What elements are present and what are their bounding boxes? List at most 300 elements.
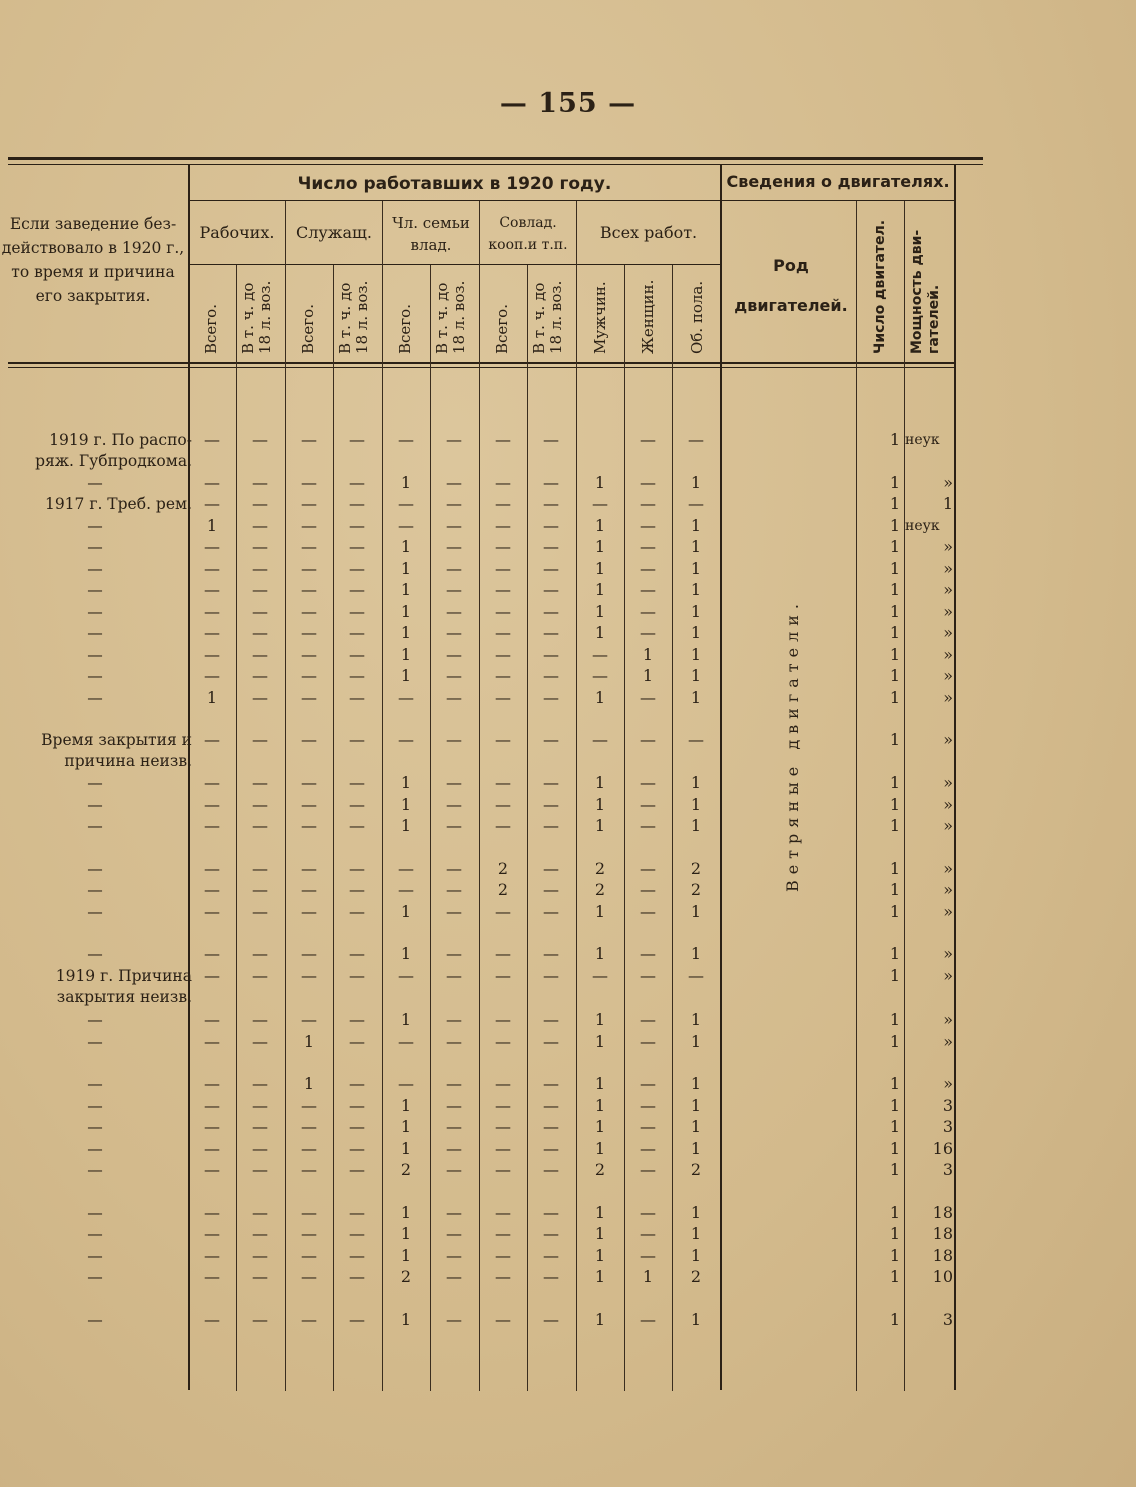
table-cell: — bbox=[252, 602, 268, 621]
table-cell: — bbox=[252, 1203, 268, 1222]
row-note-dash: — bbox=[87, 1075, 103, 1093]
table-cell: — bbox=[640, 537, 656, 556]
header-total-all: Всех работ. bbox=[599, 223, 698, 242]
table-cell: — bbox=[252, 580, 268, 599]
table-cell: — bbox=[640, 795, 656, 814]
row-note-dash: — bbox=[87, 646, 103, 664]
engine-power-cell: 1 bbox=[942, 494, 953, 513]
row-note-dash: — bbox=[87, 1161, 103, 1179]
table-cell: — bbox=[252, 688, 268, 707]
table-cell: 1 bbox=[594, 795, 606, 814]
table-cell: — bbox=[301, 494, 317, 513]
table-cell: — bbox=[301, 966, 317, 985]
table-cell: — bbox=[349, 580, 365, 599]
table-cell: — bbox=[640, 1032, 656, 1051]
table-cell: — bbox=[543, 537, 559, 556]
col-header-both: Об. пола. bbox=[688, 280, 706, 354]
table-cell: — bbox=[204, 902, 220, 921]
table-cell: — bbox=[446, 816, 462, 835]
table-cell: — bbox=[349, 859, 365, 878]
table-cell: — bbox=[446, 880, 462, 899]
table-cell: — bbox=[204, 666, 220, 685]
motor-type-text: Ветряные двигатели. bbox=[783, 598, 802, 893]
engine-power-cell: » bbox=[943, 1010, 953, 1029]
table-cell: 1 bbox=[400, 1096, 412, 1115]
table-cell: — bbox=[495, 1139, 511, 1158]
table-cell: 1 bbox=[303, 1032, 315, 1051]
table-cell: 1 bbox=[400, 1139, 412, 1158]
table-cell: — bbox=[301, 666, 317, 685]
engine-power-cell: 16 bbox=[932, 1139, 953, 1158]
table-cell: 1 bbox=[690, 580, 702, 599]
row-note-dash: — bbox=[87, 817, 103, 835]
table-cell: 1 bbox=[206, 516, 218, 535]
table-cell: — bbox=[543, 773, 559, 792]
table-cell: — bbox=[301, 859, 317, 878]
engine-count-cell: 1 bbox=[889, 1246, 900, 1265]
table-cell: — bbox=[252, 1096, 268, 1115]
engine-power-cell: » bbox=[943, 902, 953, 921]
row-note-dash: — bbox=[87, 560, 103, 578]
table-cell: 1 bbox=[594, 1203, 606, 1222]
table-cell: — bbox=[543, 623, 559, 642]
engine-power-cell: » bbox=[943, 966, 953, 985]
table-cell: — bbox=[204, 1096, 220, 1115]
table-cell: — bbox=[204, 880, 220, 899]
table-cell: — bbox=[252, 1010, 268, 1029]
table-cell: 1 bbox=[594, 559, 606, 578]
table-cell: — bbox=[640, 1139, 656, 1158]
table-cell: 1 bbox=[594, 688, 606, 707]
table-cell: 1 bbox=[400, 1224, 412, 1243]
engine-count-cell: 1 bbox=[889, 430, 900, 449]
engine-count-cell: 1 bbox=[889, 859, 900, 878]
table-cell: 1 bbox=[690, 816, 702, 835]
table-cell: — bbox=[349, 795, 365, 814]
header-family: Чл. семьи влад. bbox=[392, 214, 470, 254]
table-cell: — bbox=[543, 602, 559, 621]
table-cell: — bbox=[495, 795, 511, 814]
engine-count-cell: 1 bbox=[889, 1074, 900, 1093]
table-cell: 1 bbox=[594, 1246, 606, 1265]
table-cell: — bbox=[543, 688, 559, 707]
table-cell: — bbox=[204, 1117, 220, 1136]
table-cell: — bbox=[446, 666, 462, 685]
table-cell: — bbox=[640, 1203, 656, 1222]
table-cell: 1 bbox=[594, 1032, 606, 1051]
table-cell: 1 bbox=[594, 1117, 606, 1136]
table-cell: 1 bbox=[594, 1074, 606, 1093]
top-rule-thin bbox=[8, 164, 983, 165]
table-cell: — bbox=[495, 494, 511, 513]
table-cell: — bbox=[543, 1032, 559, 1051]
table-cell: 2 bbox=[497, 880, 509, 899]
table-cell: — bbox=[543, 795, 559, 814]
engine-power-cell: » bbox=[943, 580, 953, 599]
table-cell: — bbox=[349, 944, 365, 963]
table-cell: — bbox=[640, 1310, 656, 1329]
table-cell: — bbox=[640, 1010, 656, 1029]
table-cell: 1 bbox=[594, 580, 606, 599]
table-cell: — bbox=[446, 623, 462, 642]
table-cell: 1 bbox=[400, 944, 412, 963]
table-cell: 1 bbox=[400, 1310, 412, 1329]
table-cell: — bbox=[349, 1096, 365, 1115]
table-cell: — bbox=[204, 1139, 220, 1158]
row-note-dash: — bbox=[87, 1011, 103, 1029]
table-cell: 1 bbox=[594, 816, 606, 835]
table-cell: 1 bbox=[690, 773, 702, 792]
engine-count-cell: 1 bbox=[889, 1096, 900, 1115]
table-cell: — bbox=[204, 966, 220, 985]
engine-power-cell: » bbox=[943, 773, 953, 792]
table-cell: — bbox=[301, 516, 317, 535]
engine-count-cell: 1 bbox=[889, 730, 900, 749]
table-cell: — bbox=[446, 645, 462, 664]
table-cell: — bbox=[640, 494, 656, 513]
engine-count-cell: 1 bbox=[889, 1310, 900, 1329]
table-cell: — bbox=[349, 1310, 365, 1329]
table-cell: — bbox=[301, 902, 317, 921]
row-note-dash: — bbox=[87, 1097, 103, 1115]
table-cell: — bbox=[301, 1267, 317, 1286]
row-note-dash: — bbox=[87, 689, 103, 707]
table-cell: — bbox=[543, 944, 559, 963]
engine-count-cell: 1 bbox=[889, 473, 900, 492]
row-note: 1919 г. По распо- bbox=[49, 431, 192, 449]
table-cell: — bbox=[349, 1203, 365, 1222]
header-reason: Если заведение без-действовало в 1920 г., то время и причина его закрытия. bbox=[1, 215, 185, 305]
table-cell: 1 bbox=[594, 537, 606, 556]
table-cell: — bbox=[446, 516, 462, 535]
table-cell: 2 bbox=[690, 1160, 702, 1179]
table-cell: — bbox=[543, 516, 559, 535]
table-cell: — bbox=[495, 1074, 511, 1093]
engine-power-cell: » bbox=[943, 880, 953, 899]
engine-power-cell: » bbox=[943, 537, 953, 556]
table-cell: — bbox=[592, 645, 608, 664]
engine-count-cell: 1 bbox=[889, 645, 900, 664]
table-cell: — bbox=[640, 473, 656, 492]
table-cell: — bbox=[495, 623, 511, 642]
engine-count-cell: 1 bbox=[889, 1139, 900, 1158]
table-cell: — bbox=[349, 902, 365, 921]
table-cell: — bbox=[349, 537, 365, 556]
table-cell: — bbox=[204, 1267, 220, 1286]
table-cell: — bbox=[640, 1224, 656, 1243]
engine-power-cell: » bbox=[943, 816, 953, 835]
table-cell: 1 bbox=[690, 473, 702, 492]
row-note-dash: — bbox=[87, 474, 103, 492]
table-cell: — bbox=[252, 430, 268, 449]
col-header-total: Всего. bbox=[202, 304, 220, 354]
engine-power-cell: неук bbox=[905, 432, 940, 448]
header-divider-left bbox=[188, 165, 190, 1390]
table-cell: — bbox=[640, 580, 656, 599]
table-cell: — bbox=[398, 494, 414, 513]
engine-count-cell: 1 bbox=[889, 773, 900, 792]
div-workers bbox=[285, 201, 286, 1391]
table-cell: 1 bbox=[400, 1010, 412, 1029]
table-cell: — bbox=[204, 645, 220, 664]
row-note-dash: — bbox=[87, 1140, 103, 1158]
header-engines-group: Сведения о двигателях. bbox=[726, 172, 950, 191]
table-cell: — bbox=[640, 1074, 656, 1093]
table-cell: — bbox=[543, 1096, 559, 1115]
row-note-dash: — bbox=[87, 881, 103, 899]
engine-power-cell: 18 bbox=[932, 1224, 953, 1243]
table-cell: — bbox=[640, 902, 656, 921]
table-cell: — bbox=[543, 1010, 559, 1029]
row-note-dash: — bbox=[87, 1033, 103, 1051]
table-cell: — bbox=[543, 816, 559, 835]
table-cell: — bbox=[640, 1117, 656, 1136]
table-cell: — bbox=[349, 1032, 365, 1051]
engine-power-cell: 18 bbox=[932, 1246, 953, 1265]
table-cell: — bbox=[349, 880, 365, 899]
table-cell: — bbox=[543, 859, 559, 878]
table-cell: — bbox=[495, 1224, 511, 1243]
table-cell: — bbox=[640, 773, 656, 792]
table-cell: 1 bbox=[400, 816, 412, 835]
table-cell: — bbox=[204, 730, 220, 749]
table-cell: — bbox=[446, 1032, 462, 1051]
table-cell: — bbox=[688, 730, 704, 749]
table-cell: — bbox=[495, 1203, 511, 1222]
header-bottom-rule bbox=[8, 362, 956, 364]
table-cell: 2 bbox=[690, 859, 702, 878]
table-cell: — bbox=[495, 430, 511, 449]
header-coowners: Совлад. кооп.и т.п. bbox=[488, 215, 568, 253]
row-note-dash: — bbox=[87, 1311, 103, 1329]
table-cell: 1 bbox=[400, 645, 412, 664]
table-cell: — bbox=[301, 1160, 317, 1179]
table-cell: — bbox=[495, 1032, 511, 1051]
table-cell: 1 bbox=[690, 1096, 702, 1115]
col-header-minors: В т. ч. до 18 л. воз. bbox=[530, 280, 565, 354]
table-cell: — bbox=[349, 688, 365, 707]
table-cell: 1 bbox=[690, 623, 702, 642]
table-cell: — bbox=[252, 537, 268, 556]
engine-power-cell: » bbox=[943, 559, 953, 578]
div-engine-count bbox=[856, 201, 857, 1391]
row-note-dash: — bbox=[87, 603, 103, 621]
table-cell: 1 bbox=[690, 944, 702, 963]
table-cell: — bbox=[543, 1203, 559, 1222]
header-workers: Рабочих. bbox=[199, 223, 275, 242]
table-cell: — bbox=[495, 688, 511, 707]
table-cell: — bbox=[349, 516, 365, 535]
engine-count-cell: 1 bbox=[889, 1267, 900, 1286]
table-cell: — bbox=[543, 1074, 559, 1093]
table-cell: — bbox=[204, 602, 220, 621]
row-note-dash: — bbox=[87, 1268, 103, 1286]
table-cell: — bbox=[543, 1224, 559, 1243]
col-header-minors: В т. ч. до 18 л. воз. bbox=[336, 280, 371, 354]
table-cell: 1 bbox=[594, 944, 606, 963]
engine-count-cell: 1 bbox=[889, 1224, 900, 1243]
table-cell: — bbox=[204, 1032, 220, 1051]
header-engines-underline bbox=[722, 200, 954, 201]
table-cell: — bbox=[446, 1160, 462, 1179]
table-cell: — bbox=[543, 966, 559, 985]
table-cell: 1 bbox=[594, 1010, 606, 1029]
row-note: закрытия неизв. bbox=[56, 988, 192, 1006]
table-cell: — bbox=[349, 559, 365, 578]
table-cell: — bbox=[495, 473, 511, 492]
table-cell: — bbox=[592, 730, 608, 749]
table-cell: — bbox=[301, 688, 317, 707]
table-cell: — bbox=[495, 666, 511, 685]
table-cell: — bbox=[301, 773, 317, 792]
table-cell: — bbox=[640, 623, 656, 642]
table-cell: — bbox=[301, 1203, 317, 1222]
table-cell: 1 bbox=[594, 1096, 606, 1115]
table-cell: 1 bbox=[400, 580, 412, 599]
table-cell: — bbox=[446, 688, 462, 707]
engine-count-cell: 1 bbox=[889, 966, 900, 985]
table-cell: 2 bbox=[497, 859, 509, 878]
engine-power-cell: » bbox=[943, 473, 953, 492]
header-group-underline bbox=[189, 200, 721, 201]
engine-power-cell: » bbox=[943, 944, 953, 963]
table-cell: 1 bbox=[594, 602, 606, 621]
table-cell: 1 bbox=[690, 1310, 702, 1329]
row-note: причина неизв. bbox=[64, 752, 192, 770]
table-cell: — bbox=[398, 688, 414, 707]
table-cell: 1 bbox=[594, 1139, 606, 1158]
table-cell: — bbox=[252, 1224, 268, 1243]
div-col bbox=[672, 265, 673, 1391]
table-cell: — bbox=[446, 944, 462, 963]
engine-power-cell: 10 bbox=[932, 1267, 953, 1286]
table-cell: — bbox=[301, 1096, 317, 1115]
engine-power-cell: » bbox=[943, 730, 953, 749]
table-cell: 1 bbox=[400, 559, 412, 578]
table-cell: — bbox=[446, 859, 462, 878]
table-cell: 2 bbox=[690, 1267, 702, 1286]
table-cell: — bbox=[495, 816, 511, 835]
engine-power-cell: 3 bbox=[942, 1096, 953, 1115]
div-col bbox=[236, 265, 237, 1391]
table-cell: — bbox=[204, 1203, 220, 1222]
table-cell: 1 bbox=[690, 516, 702, 535]
table-cell: 2 bbox=[594, 859, 606, 878]
engine-power-cell: неук bbox=[905, 518, 940, 534]
engine-power-cell: » bbox=[943, 1074, 953, 1093]
table-cell: 1 bbox=[642, 1267, 654, 1286]
table-cell: 2 bbox=[594, 880, 606, 899]
table-cell: — bbox=[252, 1246, 268, 1265]
table-cell: — bbox=[349, 602, 365, 621]
table-cell: 1 bbox=[400, 537, 412, 556]
table-cell: — bbox=[446, 966, 462, 985]
engine-count-cell: 1 bbox=[889, 623, 900, 642]
table-cell: 1 bbox=[690, 902, 702, 921]
table-cell: — bbox=[301, 880, 317, 899]
table-cell: 1 bbox=[594, 1267, 606, 1286]
table-cell: 1 bbox=[690, 688, 702, 707]
table-cell: — bbox=[640, 880, 656, 899]
row-note-dash: — bbox=[87, 517, 103, 535]
engine-count-cell: 1 bbox=[889, 537, 900, 556]
table-cell: — bbox=[252, 623, 268, 642]
col-header-total: Всего. bbox=[396, 304, 414, 354]
table-cell: — bbox=[688, 494, 704, 513]
table-cell: — bbox=[398, 1032, 414, 1051]
row-note-dash: — bbox=[87, 903, 103, 921]
table-cell: — bbox=[495, 580, 511, 599]
table-cell: — bbox=[398, 859, 414, 878]
engine-power-cell: » bbox=[943, 1032, 953, 1051]
row-note: 1917 г. Треб. рем. bbox=[44, 495, 192, 513]
engine-count-cell: 1 bbox=[889, 580, 900, 599]
engine-count-cell: 1 bbox=[889, 902, 900, 921]
table-cell: — bbox=[349, 645, 365, 664]
row-note-dash: — bbox=[87, 774, 103, 792]
table-cell: — bbox=[688, 430, 704, 449]
table-cell: — bbox=[252, 902, 268, 921]
table-cell: — bbox=[301, 537, 317, 556]
engine-count-cell: 1 bbox=[889, 1117, 900, 1136]
row-note: 1919 г. Причина bbox=[55, 967, 192, 985]
engine-count-cell: 1 bbox=[889, 559, 900, 578]
engine-power-cell: » bbox=[943, 602, 953, 621]
table-cell: — bbox=[446, 1010, 462, 1029]
table-cell: — bbox=[204, 473, 220, 492]
table-cell: — bbox=[592, 966, 608, 985]
table-cell: — bbox=[252, 494, 268, 513]
table-cell: — bbox=[204, 430, 220, 449]
table-cell: — bbox=[252, 1032, 268, 1051]
table-cell: — bbox=[349, 430, 365, 449]
row-note-dash: — bbox=[87, 1118, 103, 1136]
row-note-dash: — bbox=[87, 945, 103, 963]
table-cell: — bbox=[495, 645, 511, 664]
table-cell: — bbox=[204, 580, 220, 599]
table-cell: — bbox=[543, 1139, 559, 1158]
table-cell: — bbox=[204, 537, 220, 556]
table-cell: 1 bbox=[594, 623, 606, 642]
top-rule bbox=[8, 157, 983, 160]
table-cell: 1 bbox=[400, 1246, 412, 1265]
table-cell: — bbox=[543, 559, 559, 578]
table-cell: 1 bbox=[400, 473, 412, 492]
table-cell: — bbox=[495, 902, 511, 921]
engine-count-cell: 1 bbox=[889, 666, 900, 685]
row-note-dash: — bbox=[87, 1204, 103, 1222]
table-cell: — bbox=[301, 430, 317, 449]
header-engine-type: Род двигателей. bbox=[734, 256, 848, 315]
table-cell: — bbox=[252, 859, 268, 878]
table-cell: — bbox=[301, 730, 317, 749]
table-cell: — bbox=[252, 795, 268, 814]
table-cell: — bbox=[349, 816, 365, 835]
row-note-dash: — bbox=[87, 860, 103, 878]
table-cell: — bbox=[446, 773, 462, 792]
table-cell: 2 bbox=[690, 880, 702, 899]
table-cell: — bbox=[252, 559, 268, 578]
col-header-engine-power: Мощность дви-гателей. bbox=[909, 229, 942, 354]
col-header-men: Мужчин. bbox=[591, 281, 609, 354]
div-col bbox=[624, 265, 625, 1391]
table-cell: — bbox=[349, 1267, 365, 1286]
table-cell: — bbox=[204, 559, 220, 578]
table-cell: — bbox=[495, 1246, 511, 1265]
table-cell: — bbox=[252, 516, 268, 535]
table-cell: 1 bbox=[690, 1203, 702, 1222]
header-divider-engines bbox=[720, 165, 722, 1390]
